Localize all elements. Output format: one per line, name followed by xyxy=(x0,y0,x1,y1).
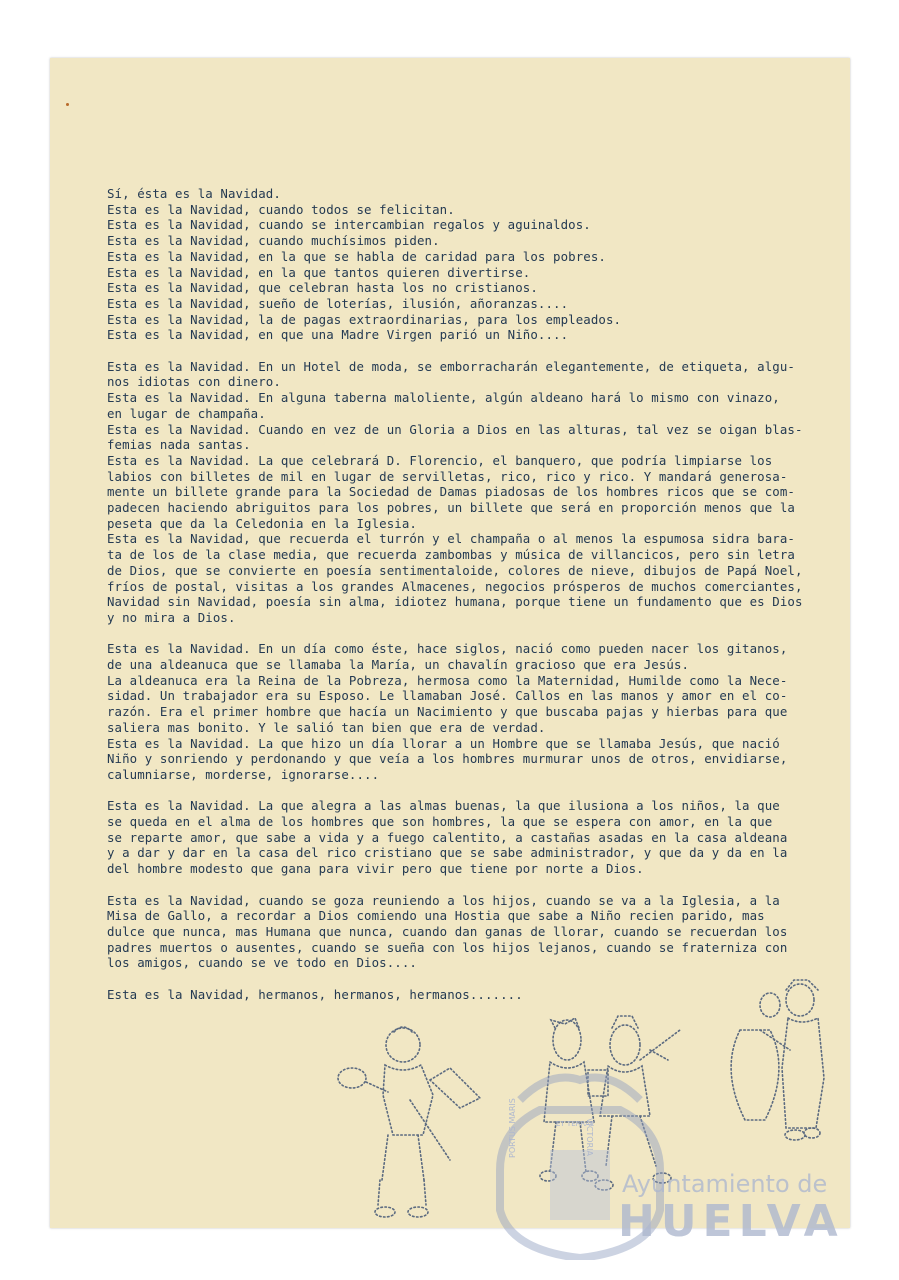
text-line: peseta que da la Celedonia en la Iglesia. xyxy=(107,515,417,531)
stanza-3 xyxy=(107,641,837,782)
watermark-line-2: HUELVA xyxy=(618,1196,844,1247)
text-line: fríos de postal, visitas a los grandes Almacenes, negocios prósperos de muchos comerciantes, xyxy=(107,578,803,594)
text-line: Esta es la Navidad. En alguna taberna maloliente, algún aldeano hará lo mismo con vinazo, xyxy=(107,390,780,406)
stanza-1 xyxy=(107,186,837,343)
text-line: de una aldeanuca que se llamaba la María, un chavalín gracioso que era Jesús. xyxy=(107,657,690,673)
text-line: Esta es la Navidad. La que hizo un día llorar a un Hombre que se llamaba Jesús, que nació xyxy=(107,735,780,751)
text-line: Esta es la Navidad. En un Hotel de moda, se emborracharán elegantemente, de etiqueta, algu- xyxy=(107,358,795,374)
text-line: mente un billete grande para la Sociedad de Damas piadosas de los hombres ricos que se com- xyxy=(107,484,795,500)
text-line: los amigos, cuando se ve todo en Dios.... xyxy=(107,955,417,971)
text-line: del hombre modesto que gana para vivir pero que tiene por norte a Dios. xyxy=(107,861,644,877)
text-line: Esta es la Navidad, cuando muchísimos piden. xyxy=(107,233,440,249)
text-line: saliera mas bonito. Y le salió tan bien que era de verdad. xyxy=(107,719,546,735)
text-line: razón. Era el primer hombre que hacía un Nacimiento y que buscaba pajas y hierbas para que xyxy=(107,704,788,720)
text-line: Esta es la Navidad, que recuerda el turrón y el champaña o al menos la espumosa sidra bara- xyxy=(107,531,795,547)
text-line: Esta es la Navidad, que celebran hasta los no cristianos. xyxy=(107,280,538,296)
text-line: Esta es la Navidad, sueño de loterías, ilusión, añoranzas.... xyxy=(107,295,569,311)
watermark-seal-right-text: VICTORIA xyxy=(585,1118,594,1156)
text-line: Sí, ésta es la Navidad. xyxy=(107,186,281,201)
text-line: Esta es la Navidad, en la que se habla de caridad para los pobres. xyxy=(107,248,606,264)
text-line: calumniarse, morderse, ignorarse.... xyxy=(107,766,380,782)
text-line: Esta es la Navidad. En un día como éste, hace siglos, nació como pueden nacer los gitanos, xyxy=(107,641,788,657)
text-line: Niño y sonriendo y perdonando y que veía a los hombres murmurar unos de otros, envidiarse, xyxy=(107,751,788,767)
text-line: en lugar de champaña. xyxy=(107,405,266,421)
closing-line: Esta es la Navidad, hermanos, hermanos, hermanos....... xyxy=(107,986,523,1002)
text-line: dulce que nunca, mas Humana que nunca, cuando dan ganas de llorar, cuando se recuerdan los xyxy=(107,923,788,939)
text-line: padecen haciendo abriguitos para los pobres, un billete que será en proporción menos que la xyxy=(107,500,795,516)
text-line: Esta es la Navidad, cuando todos se felicitan. xyxy=(107,201,455,217)
text-line: ta de los de la clase media, que recuerda zambombas y música de villancicos, pero sin letra xyxy=(107,547,795,563)
text-line: Esta es la Navidad. La que celebrará D. Florencio, el banquero, que podría limpiarse los xyxy=(107,452,773,468)
text-line: de Dios, que se convierte en poesía sentimentaloide, colores de nieve, dibujos de Papá Noel, xyxy=(107,562,803,578)
text-line: Esta es la Navidad. Cuando en vez de un Gloria a Dios en las alturas, tal vez se oigan blas- xyxy=(107,421,803,437)
text-line: se queda en el alma de los hombres que son hombres, la que se espera con amor, en la que xyxy=(107,814,773,830)
watermark-line-1: Ayuntamiento de xyxy=(622,1170,828,1198)
text-line: y no mira a Dios. xyxy=(107,609,236,625)
text-line: nos idiotas con dinero. xyxy=(107,374,281,390)
text-line: La aldeanuca era la Reina de la Pobreza, hermosa como la Maternidad, Humilde como la Nece- xyxy=(107,672,788,688)
text-line: Navidad sin Navidad, poesía sin alma, idiotez humana, porque tiene un fundamento que es Dios xyxy=(107,594,803,610)
text-line: femias nada santas. xyxy=(107,437,251,453)
stanza-2 xyxy=(107,359,837,626)
watermark-seal-top-text: ET TERRAE xyxy=(556,1120,595,1128)
text-line: y a dar y dar en la casa del rico cristiano que se sabe administrador, y que da y da en la xyxy=(107,845,788,861)
text-line: Esta es la Navidad, la de pagas extraordinarias, para los empleados. xyxy=(107,311,622,327)
text-line: Esta es la Navidad, en la que tantos quieren divertirse. xyxy=(107,264,531,280)
stanza-4 xyxy=(107,798,837,877)
text-line: Esta es la Navidad, cuando se intercambian regalos y aguinaldos. xyxy=(107,217,591,233)
text-line: padres muertos o ausentes, cuando se sueña con los hijos lejanos, cuando se fraterniza con xyxy=(107,939,788,955)
text-line: Misa de Gallo, a recordar a Dios comiendo una Hostia que sabe a Niño recien parido, mas xyxy=(107,908,765,924)
text-line: Esta es la Navidad. La que alegra a las almas buenas, la que ilusiona a los niños, la que xyxy=(107,798,780,814)
text-line: Esta es la Navidad, en que una Madre Virgen parió un Niño.... xyxy=(107,327,569,343)
paper-stain xyxy=(66,103,69,106)
text-line: se reparte amor, que sabe a vida y a fuego calentito, a castañas asadas en la casa aldeana xyxy=(107,829,788,845)
stanza-5 xyxy=(107,893,837,972)
text-line: sidad. Un trabajador era su Esposo. Le llamaban José. Callos en las manos y amor en el co- xyxy=(107,688,788,704)
typewritten-text xyxy=(107,186,837,1018)
text-line: labios con billetes de mil en lugar de servilletas, rico, rico y rico. Y mandará generosa- xyxy=(107,468,788,484)
watermark-seal-left-text: PORTUS MARIS xyxy=(508,1098,517,1158)
text-line: Esta es la Navidad, cuando se goza reuniendo a los hijos, cuando se va a la Iglesia, a la xyxy=(107,892,780,908)
